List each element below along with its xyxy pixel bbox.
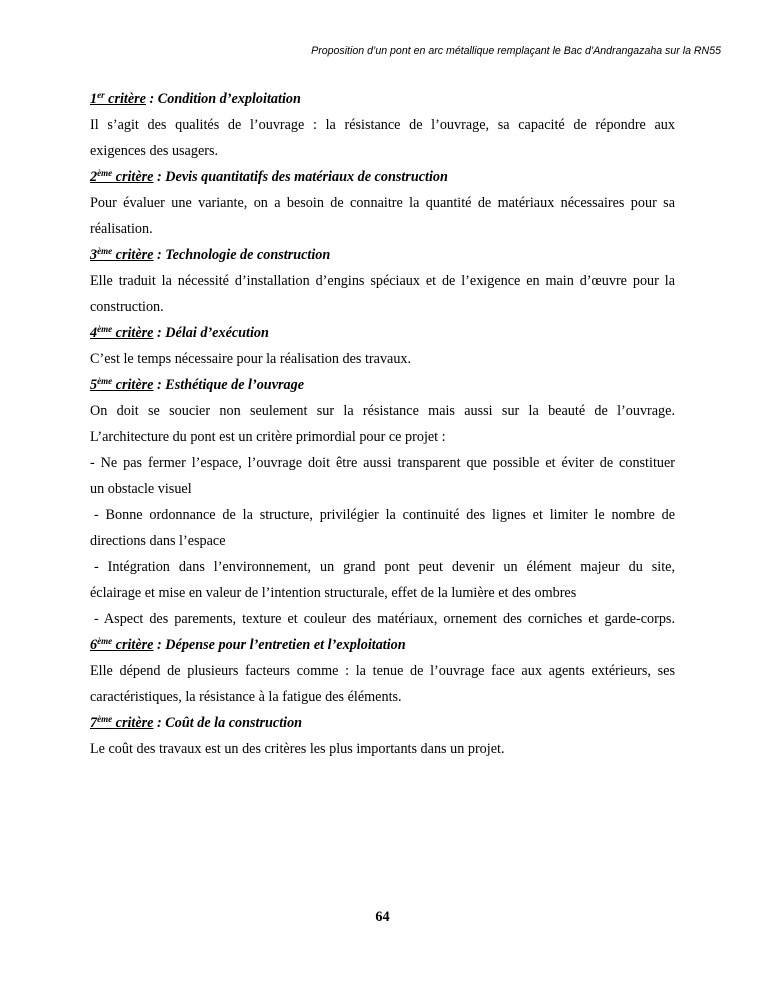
criterion-title: : Esthétique de l’ouvrage <box>153 377 305 393</box>
paragraph-line: Le coût des travaux est un des critères les plus importants dans un projet. <box>90 741 505 757</box>
paragraph-line: C’est le temps nécessaire pour la réalisation des travaux. <box>90 351 412 367</box>
bullet-line: éclairage et mise en valeur de l’intention structurale, effet de la lumière et des ombres <box>90 585 577 601</box>
paragraph-line: exigences des usagers. <box>90 143 219 159</box>
bullet-line: - Intégration dans l’environnement, un grand pont peut devenir un élément majeur du site, <box>94 559 675 575</box>
bullet-line: un obstacle visuel <box>90 481 192 497</box>
page-number: 64 <box>375 909 390 925</box>
document-body <box>90 86 675 762</box>
criterion-ordinal: 7ème critère <box>90 714 154 731</box>
bullet-line: - Ne pas fermer l’espace, l’ouvrage doit être aussi transparent que possible et éviter de constituer <box>90 455 675 471</box>
criterion-ordinal: 3ème critère <box>90 246 154 263</box>
criterion-title: : Dépense pour l’entretien et l’exploitation <box>153 637 406 653</box>
criterion-ordinal: 5ème critère <box>90 376 154 393</box>
criterion-title: : Coût de la construction <box>153 715 303 731</box>
paragraph-line: Elle traduit la nécessité d’installation d’engins spéciaux et de l’exigence en main d’œuvre pour la <box>90 273 675 289</box>
paragraph-line: caractéristiques, la résistance à la fatigue des éléments. <box>90 689 402 705</box>
paragraph-line: Elle dépend de plusieurs facteurs comme : la tenue de l’ouvrage face aux agents extérieurs, ses <box>90 663 675 679</box>
criterion-title: : Devis quantitatifs des matériaux de construction <box>153 169 448 185</box>
criterion-ordinal: 2ème critère <box>90 168 154 185</box>
criterion-heading <box>90 86 675 112</box>
paragraph-line: L’architecture du pont est un critère primordial pour ce projet : <box>90 429 446 445</box>
criterion-heading <box>90 242 675 268</box>
criterion-ordinal: 1er critère <box>90 90 146 107</box>
criterion-heading <box>90 372 675 398</box>
criterion-title: : Technologie de construction <box>153 247 331 263</box>
paragraph-line: réalisation. <box>90 221 153 237</box>
paragraph-line: Pour évaluer une variante, on a besoin de connaitre la quantité de matériaux nécessaires pour sa <box>90 195 675 211</box>
criterion-heading <box>90 632 675 658</box>
criterion-ordinal: 4ème critère <box>90 324 154 341</box>
bullet-line: - Bonne ordonnance de la structure, privilégier la continuité des lignes et limiter le nombre de <box>94 507 675 523</box>
paragraph-line: On doit se soucier non seulement sur la résistance mais aussi sur la beauté de l’ouvrage. <box>90 403 675 419</box>
running-header: Proposition d’un pont en arc métallique remplaçant le Bac d’Andrangazaha sur la RN55 <box>311 45 721 57</box>
criterion-title: : Condition d’exploitation <box>145 91 301 107</box>
criterion-heading <box>90 710 675 736</box>
bullet-line: directions dans l’espace <box>90 533 226 549</box>
criterion-ordinal: 6ème critère <box>90 636 154 653</box>
criterion-title: : Délai d’exécution <box>153 325 269 341</box>
criterion-heading <box>90 164 675 190</box>
paragraph-line: Il s’agit des qualités de l’ouvrage : la résistance de l’ouvrage, sa capacité de répondre aux <box>90 117 675 133</box>
bullet-line: - Aspect des parements, texture et couleur des matériaux, ornement des corniches et garde-corps. <box>94 611 675 627</box>
paragraph-line: construction. <box>90 299 164 315</box>
criterion-heading <box>90 320 675 346</box>
